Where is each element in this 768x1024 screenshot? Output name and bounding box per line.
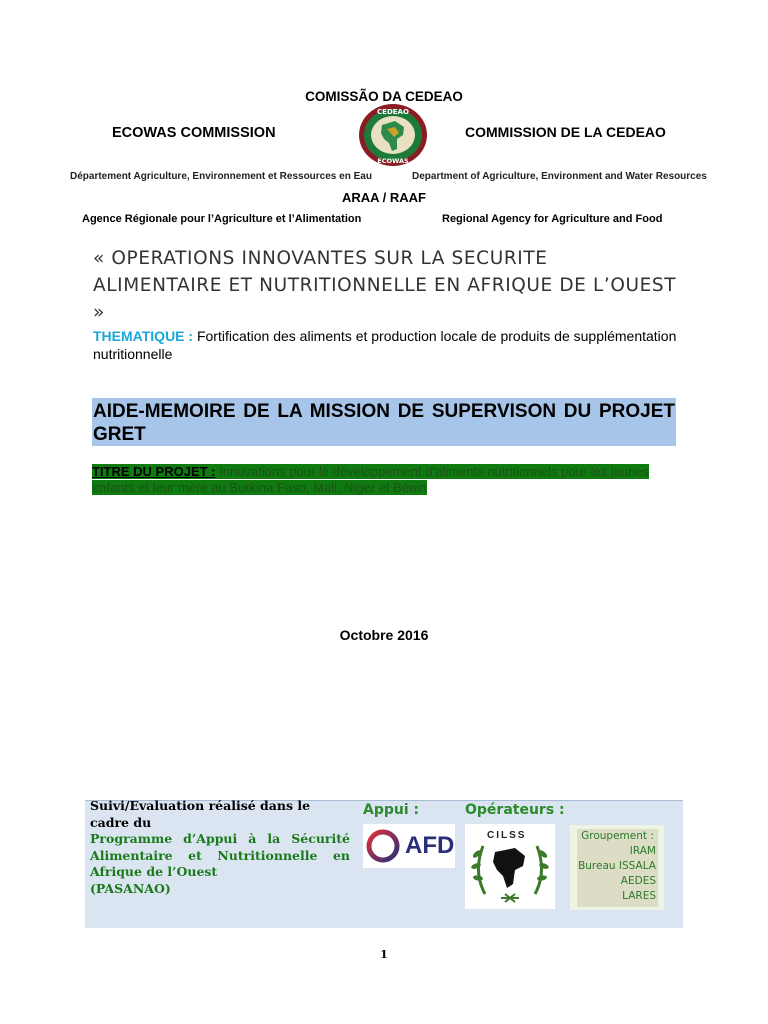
document-main-title: « OPERATIONS INNOVANTES SUR LA SECURITE ALIMENTAIRE ET NUTRITIONNELLE EN AFRIQUE DE L’OUEST » xyxy=(93,248,677,323)
department-fr: Département Agriculture, Environnement et Ressources en Eau xyxy=(70,171,372,182)
ecowas-commission-label: ECOWAS COMMISSION xyxy=(112,125,276,141)
aide-memoire-heading: AIDE-MEMOIRE DE LA MISSION DE SUPERVISON DU PROJET GRET xyxy=(92,398,676,446)
groupement-item: IRAM xyxy=(629,845,656,857)
commission-title-pt: COMISSÃO DA CEDEAO xyxy=(305,89,463,104)
suivi-line: Suivi/Evaluation réalisé dans le cadre du xyxy=(90,798,311,830)
cilss-logo xyxy=(465,824,555,909)
groupement-item: LARES xyxy=(622,890,656,902)
titre-projet-label: TITRE DU PROJET : xyxy=(92,464,216,479)
svg-text:ECOWAS: ECOWAS xyxy=(377,157,409,165)
agency-en: Regional Agency for Agriculture and Food xyxy=(442,213,663,225)
titre-projet-paragraph xyxy=(92,464,676,496)
pasanao-label: (PASANAO) xyxy=(90,880,171,896)
commission-cedeao-label: COMMISSION DE LA CEDEAO xyxy=(465,124,666,140)
afd-text: AFD xyxy=(405,832,455,859)
groupement-list xyxy=(577,829,658,907)
agency-fr: Agence Régionale pour l’Agriculture et l’Alimentation xyxy=(82,213,362,225)
department-en: Department of Agriculture, Environment and Water Resources xyxy=(412,171,707,182)
operateurs-label: Opérateurs : xyxy=(465,802,565,818)
document-date: Octobre 2016 xyxy=(339,627,429,643)
groupement-item: AEDES xyxy=(620,875,656,887)
suivi-evaluation-block xyxy=(90,798,350,897)
appui-label: Appui : xyxy=(363,802,420,818)
titre-projet-text: Innovations pour le développement d’aliments nutritionnels pour les jeunes enfants et leur mère au Burkina Faso, Mali, Niger et Bénin xyxy=(92,464,650,495)
agency-short: ARAA / RAAF xyxy=(341,190,426,205)
programme-name: Programme d’Appui à la Sécurité Alimentaire et Nutritionnelle en Afrique de l’Ouest xyxy=(90,831,350,879)
afd-logo xyxy=(363,824,455,868)
cilss-text: CILSS xyxy=(487,830,527,841)
page-number: 1 xyxy=(380,948,388,961)
svg-text:CEDEAO: CEDEAO xyxy=(377,108,409,116)
thematique-label: THEMATIQUE : xyxy=(93,328,194,344)
groupement-item: Bureau ISSALA xyxy=(578,860,656,872)
thematique-paragraph xyxy=(93,327,683,363)
groupement-label: Groupement : xyxy=(581,830,654,842)
thematique-text: Fortification des aliments et production locale de produits de supplémentation nutritionnelle xyxy=(93,328,677,362)
ecowas-seal-logo xyxy=(357,103,429,167)
